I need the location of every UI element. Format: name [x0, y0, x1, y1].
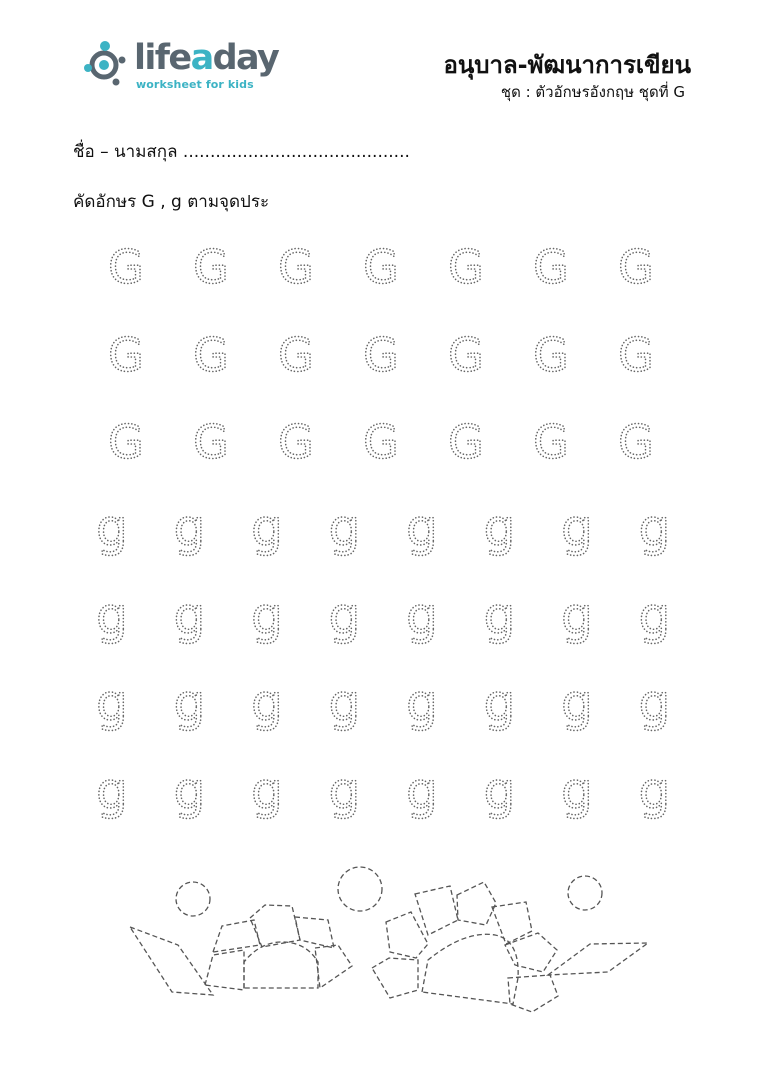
trace-letter-uppercase-g: G [533, 415, 569, 469]
worksheet-subtitle: ชุด : ตัวอักษรอังกฤษ ชุดที่ G [500, 83, 685, 101]
trace-letter-uppercase-g: G [108, 328, 144, 382]
trace-letter-lowercase-g: g [328, 587, 361, 645]
trace-letter-uppercase-g: G [193, 240, 229, 294]
trace-letter-uppercase-g: G [533, 240, 569, 294]
trace-letter-lowercase-g: g [483, 762, 516, 820]
trace-letter-uppercase-g: G [193, 328, 229, 382]
trace-letter-lowercase-g: g [406, 762, 438, 820]
trace-letter-lowercase-g: g [638, 762, 671, 820]
trace-letter-lowercase-g: g [561, 587, 593, 645]
trace-letter-lowercase-g: g [483, 674, 516, 732]
trace-letter-lowercase-g: g [251, 762, 283, 820]
trace-letter-uppercase-g: G [278, 415, 314, 469]
trace-letter-lowercase-g: g [406, 587, 438, 645]
name-label: ชื่อ – นามสกุล [73, 142, 178, 162]
trace-letter-uppercase-g: G [363, 328, 399, 382]
instruction-text: คัดอักษร G , g ตามจุดประ [73, 192, 270, 212]
trace-letter-lowercase-g: g [96, 587, 128, 645]
trace-letter-lowercase-g: g [406, 674, 438, 732]
trace-letter-lowercase-g: g [96, 674, 128, 732]
left-dinosaur-outline [130, 905, 352, 995]
trace-letter-uppercase-g: G [108, 415, 144, 469]
trace-letter-uppercase-g: G [448, 415, 484, 469]
trace-letter-lowercase-g: g [328, 762, 361, 820]
trace-letter-lowercase-g: g [173, 587, 206, 645]
trace-letter-uppercase-g: G [448, 328, 484, 382]
trace-letter-uppercase-g: G [278, 240, 314, 294]
trace-letter-lowercase-g: g [406, 499, 438, 557]
trace-letter-uppercase-g: G [618, 415, 654, 469]
trace-circle [338, 867, 382, 911]
logo-wordmark: lifeaday [134, 38, 279, 78]
trace-letter-uppercase-g: G [278, 328, 314, 382]
trace-letter-lowercase-g: g [561, 762, 593, 820]
right-dinosaur-outline [372, 882, 648, 1012]
trace-letter-uppercase-g: G [533, 328, 569, 382]
trace-letter-lowercase-g: g [96, 762, 128, 820]
trace-letter-lowercase-g: g [251, 674, 283, 732]
trace-letter-lowercase-g: g [638, 674, 671, 732]
trace-letter-uppercase-g: G [618, 328, 654, 382]
trace-letter-lowercase-g: g [96, 499, 128, 557]
trace-letter-uppercase-g: G [618, 240, 654, 294]
trace-letter-lowercase-g: g [328, 674, 361, 732]
trace-letter-lowercase-g: g [638, 587, 671, 645]
trace-letter-lowercase-g: g [561, 674, 593, 732]
logo-tagline: worksheet for kids [136, 78, 254, 91]
trace-letter-uppercase-g: G [108, 240, 144, 294]
trace-letter-uppercase-g: G [448, 240, 484, 294]
trace-letter-lowercase-g: g [173, 674, 206, 732]
trace-letter-uppercase-g: G [193, 415, 229, 469]
trace-letter-lowercase-g: g [483, 499, 516, 557]
trace-letter-lowercase-g: g [483, 587, 516, 645]
worksheet-title: อนุบาล-พัฒนาการเขียน [443, 51, 691, 79]
trace-letter-lowercase-g: g [251, 499, 283, 557]
trace-letter-lowercase-g: g [561, 499, 593, 557]
trace-letter-lowercase-g: g [328, 499, 361, 557]
trace-letter-uppercase-g: G [363, 240, 399, 294]
trace-letter-lowercase-g: g [251, 587, 283, 645]
trace-circle [568, 876, 602, 910]
trace-letter-lowercase-g: g [173, 499, 206, 557]
trace-letter-lowercase-g: g [173, 762, 206, 820]
trace-letter-lowercase-g: g [638, 499, 671, 557]
trace-letter-uppercase-g: G [363, 415, 399, 469]
trace-circle [176, 882, 210, 916]
name-blank: .......................................... [182, 142, 410, 162]
